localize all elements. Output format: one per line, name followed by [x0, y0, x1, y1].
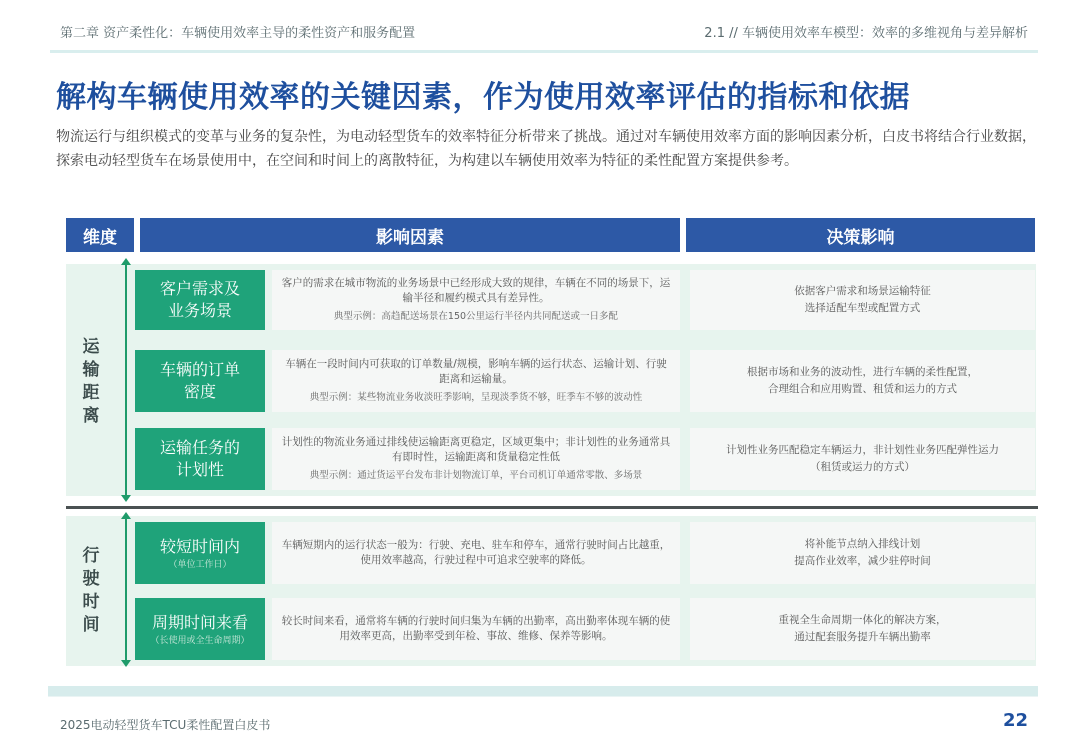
intro-paragraph: 物流运行与组织模式的变革与业务的复杂性，为电动轻型货车的效率特征分析带来了挑战。通过对车辆使用效率方面的影响因素分析，白皮书将结合行业数据，探索电动轻型货车在场景使用中，在空间和时间上的离散特征，为构建以车辆使用效率为特征的柔性配置方案提供参考。	[56, 129, 1036, 169]
page-title: 解构车辆使用效率的关键因素，作为使用效率评估的指标和依据	[56, 80, 910, 115]
footer-bar-thin	[48, 696, 1038, 697]
factor-label: 运输任务的计划性	[135, 428, 265, 490]
group-label-distance: 运输距离	[82, 337, 100, 426]
page-number: 22	[1002, 710, 1028, 731]
factor-label: 客户需求及业务场景	[135, 270, 265, 330]
table-header-decision: 决策影响	[686, 218, 1035, 252]
factor-description: 车辆在一段时间内可获取的订单数量/规模，影响车辆的运行状态、运输计划、行驶距离和运输量。 典型示例：某些物流业务收淡旺季影响，呈现淡季货不够，旺季车不够的波动性	[272, 350, 680, 412]
table-header-factors: 影响因素	[140, 218, 680, 252]
footer-document-title: 2025电动轻型货车TCU柔性配置白皮书	[60, 718, 271, 732]
decision-impact: 将补能节点纳入排线计划 提高作业效率，减少驻停时间	[690, 522, 1035, 584]
factor-label: 较短时间内 （单位工作日）	[135, 522, 265, 584]
decision-impact: 重视全生命周期一体化的解决方案， 通过配套服务提升车辆出勤率	[690, 598, 1035, 660]
table-header-dimension: 维度	[66, 218, 134, 252]
header-divider	[50, 50, 1038, 53]
factor-label: 周期时间来看 （长使用或全生命周期）	[135, 598, 265, 660]
timeline-line-time	[125, 518, 127, 662]
factor-description: 车辆短期内的运行状态一般为：行驶、充电、驻车和停车，通常行驶时间占比越重，使用效率越高，行驶过程中可追求空驶率的降低。	[272, 522, 680, 584]
factor-description: 较长时间来看，通常将车辆的行驶时间归集为车辆的出勤率，高出勤率体现车辆的使用效率更高，出勤率受到年检、事故、维修、保养等影响。	[272, 598, 680, 660]
page-header-section: 2.1 // 车辆使用效率车模型：效率的多维视角与差异解析	[704, 26, 1028, 41]
timeline-line-distance	[125, 264, 127, 496]
group-separator	[66, 506, 1038, 509]
decision-impact: 依据客户需求和场景运输特征 选择适配车型或配置方式	[690, 270, 1035, 330]
footer-bar	[48, 686, 1038, 696]
factor-description: 计划性的物流业务通过排线使运输距离更稳定，区域更集中；非计划性的业务通常具有即时性，运输距离和货量稳定性低 典型示例：通过货运平台发布非计划物流订单，平台司机订单通常零散、多场景	[272, 428, 680, 490]
decision-impact: 计划性业务匹配稳定车辆运力，非计划性业务匹配弹性运力 （租赁或运力的方式）	[690, 428, 1035, 490]
arrow-down-icon	[121, 495, 131, 502]
factor-label: 车辆的订单密度	[135, 350, 265, 412]
page-header-chapter: 第二章 资产柔性化：车辆使用效率主导的柔性资产和服务配置	[60, 26, 416, 41]
group-label-time: 行驶时间	[82, 546, 100, 635]
decision-impact: 根据市场和业务的波动性，进行车辆的柔性配置， 合理组合和应用购置、租赁和运力的方式	[690, 350, 1035, 412]
arrow-down-icon	[121, 660, 131, 667]
factor-description: 客户的需求在城市物流的业务场景中已经形成大致的规律，车辆在不同的场景下，运输半径和履约模式具有差异性。 典型示例：高趋配送场景在150公里运行半径内共同配送或一日多配	[272, 270, 680, 330]
